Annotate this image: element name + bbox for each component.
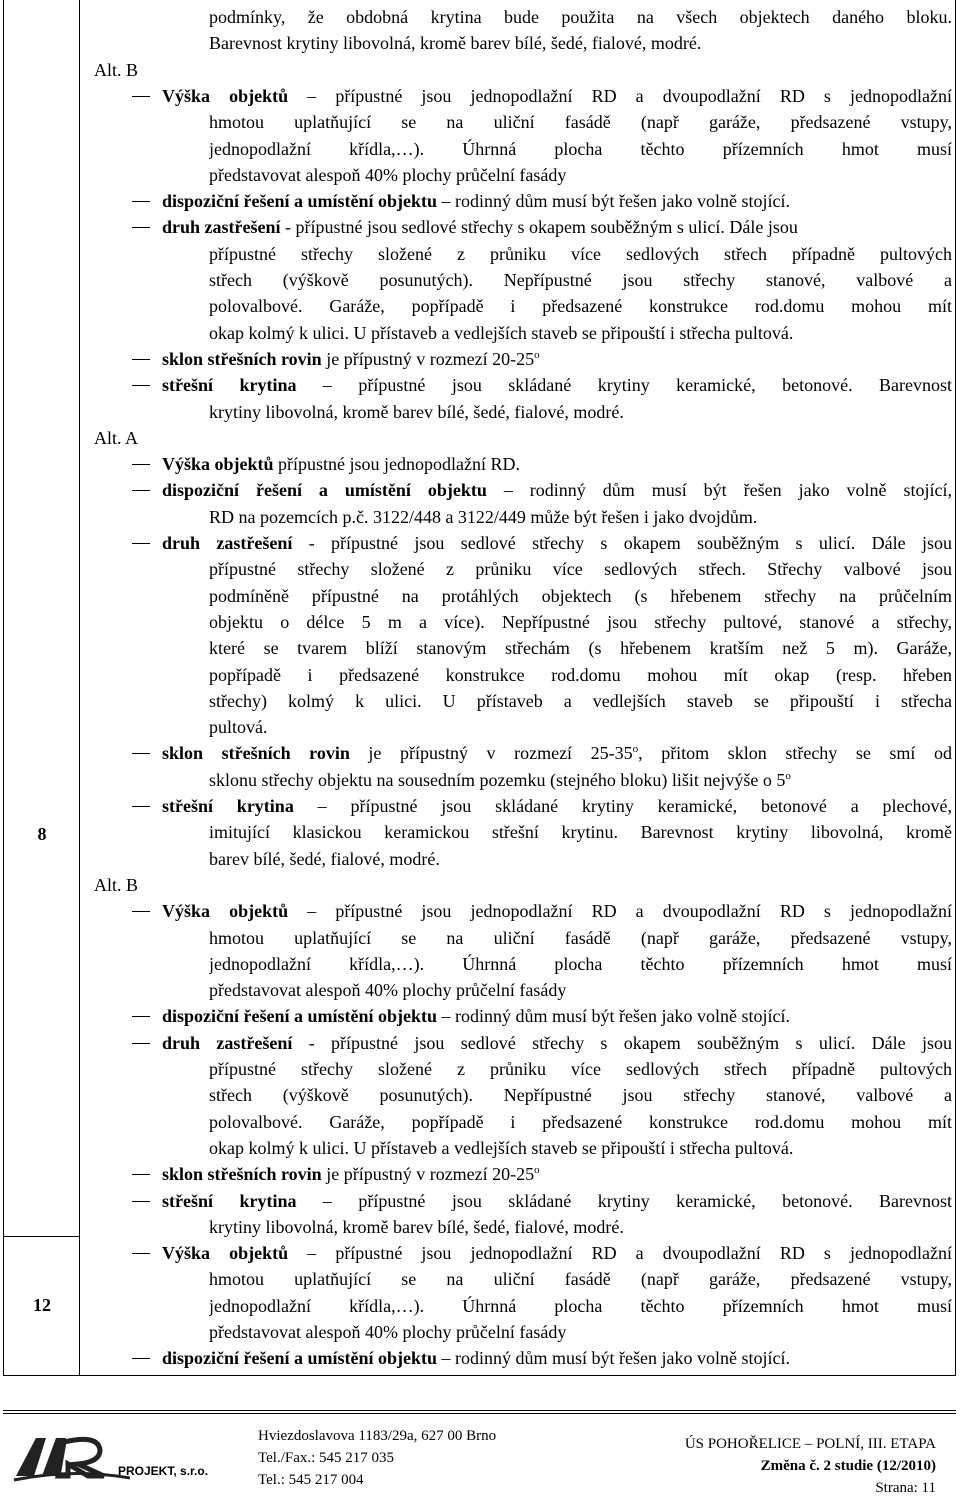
text-line xyxy=(209,1319,566,1345)
text-line xyxy=(162,83,952,109)
text-line xyxy=(162,451,520,477)
line-text: objektu o délce 5 m a více). Nepřípustné jsou střechy pultové, stanové a střechy, xyxy=(209,611,952,632)
line-text: – přípustné jsou jednopodlažní RD a dvoupodlažní RD s jednopodlažní xyxy=(288,1243,952,1264)
text-line xyxy=(209,767,791,793)
text-line xyxy=(209,714,268,740)
telfax-line: Tel./Fax.: 545 217 035 xyxy=(258,1450,395,1466)
bullet-dash-icon xyxy=(132,1253,150,1254)
line-text: – rodinný dům musí být řešen jako volně stojící. xyxy=(437,1006,790,1027)
regulation-term: druh zastřešení xyxy=(162,217,281,238)
regulation-term: Výška objektů xyxy=(162,1243,289,1264)
company-logo xyxy=(12,1430,212,1490)
regulation-term: dispoziční řešení a umístění objektu xyxy=(162,191,438,212)
line-text: je přípustný v rozmezí 20-25 xyxy=(321,1164,535,1185)
bullet-dash-icon xyxy=(132,1016,150,1017)
regulation-term: sklon střešních rovin xyxy=(162,1164,322,1185)
regulation-term: dispoziční řešení a umístění objektu xyxy=(162,480,487,501)
line-text: přípustné střechy složené z průniku více sedlových střech případně pultových xyxy=(209,243,952,264)
line-text: jednopodlažní křídla,…). Úhrnná plocha těchto přízemních hmot musí xyxy=(209,138,952,159)
line-text: představovat alespoň 40% plochy průčelní fasády xyxy=(209,1322,567,1342)
text-line xyxy=(209,320,793,346)
line-text: , přitom sklon střechy se smí od xyxy=(638,743,952,764)
line-text: krytiny libovolná, kromě barev bílé, šedé, fialové, modré. xyxy=(209,401,624,422)
line-text: přípustné střechy složené z průniku více sedlových střech. Střechy valbové jsou xyxy=(209,559,952,580)
line-text: Barevnost krytiny libovolná, kromě barev bílé, šedé, fialové, modré. xyxy=(209,33,702,54)
regulation-term: střešní krytina xyxy=(162,1190,297,1211)
regulation-term: sklon střešních rovin xyxy=(162,743,350,764)
regulation-term: Výška objektů xyxy=(162,901,289,922)
line-text: popřípadě i předsazené konstrukce rod.domu mohou mít okap (resp. hřeben xyxy=(209,664,952,685)
text-line xyxy=(162,1030,952,1056)
ar-logo-icon xyxy=(12,1430,212,1490)
line-text: je přípustný v rozmezí 25-35 xyxy=(349,743,633,764)
line-text: RD na pozemcích p.č. 3122/448 a 3122/449 může být řešen i jako dvojdům. xyxy=(209,506,758,527)
line-text: – přípustné jsou skládané krytiny keramické, betonové. Barevnost xyxy=(296,1190,952,1211)
regulation-term: střešní krytina xyxy=(162,375,297,396)
line-text: sklonu střechy objektu na sousedním pozemku (stejného bloku) lišit nejvýše o 5 xyxy=(209,769,786,790)
text-line xyxy=(209,688,952,714)
regulation-term: druh zastřešení xyxy=(162,533,293,553)
line-text: střech (výškově posunutých). Nepřípustné jsou střechy stanové, valbové a xyxy=(209,1085,952,1106)
line-text: Alt. B xyxy=(94,59,139,80)
line-text: - přípustné jsou sedlové střechy s okapem souběžným s ulicí. Dále jsou xyxy=(292,1032,952,1053)
bullet-dash-icon xyxy=(132,96,150,97)
line-text: okap kolmý k ulici. U přístaveb a vedlejších staveb se připouští i střecha pultová. xyxy=(209,1137,794,1158)
project-name: ÚS POHOŘELICE – POLNÍ, III. ETAPA xyxy=(684,1436,936,1452)
row-number-column xyxy=(4,0,80,1375)
text-line xyxy=(162,740,952,766)
text-line xyxy=(209,846,440,872)
bullet-dash-icon xyxy=(132,543,150,544)
text-line xyxy=(162,793,952,819)
line-text: představovat alespoň 40% plochy průčelní fasády xyxy=(209,164,567,185)
alternative-heading xyxy=(94,872,138,898)
text-line xyxy=(209,293,952,319)
regulation-term: druh zastřešení xyxy=(162,1032,293,1053)
text-line xyxy=(162,1003,790,1029)
text-line xyxy=(162,898,952,924)
text-line xyxy=(209,4,952,30)
regulation-term: Výška objektů xyxy=(162,85,289,106)
line-text: které se tvarem blíží stanovým střechám (s hřebenem kratším než 5 m). Garáže, xyxy=(209,638,952,659)
text-line xyxy=(209,1056,952,1082)
line-text: barev bílé, šedé, fialové, modré. xyxy=(209,848,440,869)
alternative-heading xyxy=(94,57,138,83)
logo-text: PROJEKT, s.r.o. xyxy=(118,1464,209,1478)
text-line xyxy=(162,214,798,240)
bullet-dash-icon xyxy=(132,911,150,912)
line-text: – rodinný dům musí být řešen jako volně stojící, xyxy=(486,480,952,501)
text-line xyxy=(209,1214,624,1240)
text-line xyxy=(209,977,566,1003)
footer-divider xyxy=(3,1410,956,1411)
tel-line: Tel.: 545 217 004 xyxy=(258,1472,364,1488)
text-line xyxy=(209,556,952,582)
regulation-table xyxy=(3,0,956,1376)
line-text: představovat alespoň 40% plochy průčelní fasády xyxy=(209,980,567,1001)
line-text: o xyxy=(534,348,540,361)
line-text: hmotou uplatňující se na uliční fasádě (např garáže, předsazené vstupy, xyxy=(209,112,952,133)
regulation-term: střešní krytina xyxy=(162,796,294,816)
text-line xyxy=(209,109,952,135)
bullet-dash-icon xyxy=(132,490,150,491)
text-line xyxy=(209,1109,952,1135)
line-text: jednopodlažní křídla,…). Úhrnná plocha těchto přízemních hmot musí xyxy=(209,1295,952,1316)
bullet-dash-icon xyxy=(132,385,150,386)
row-number: 12 xyxy=(33,1295,51,1315)
bullet-dash-icon xyxy=(132,806,150,807)
text-line xyxy=(209,951,952,977)
line-text: jednopodlažní křídla,…). Úhrnná plocha těchto přízemních hmot musí xyxy=(209,953,952,974)
line-text: Alt. A xyxy=(94,427,139,448)
text-line xyxy=(209,1266,952,1292)
line-text: – přípustné jsou jednopodlažní RD a dvoupodlažní RD s jednopodlažní xyxy=(288,901,952,922)
regulation-term: dispoziční řešení a umístění objektu xyxy=(162,1006,438,1027)
text-line xyxy=(162,530,952,556)
line-text: krytiny libovolná, kromě barev bílé, šedé, fialové, modré. xyxy=(209,1216,624,1237)
line-text: – rodinný dům musí být řešen jako volně stojící. xyxy=(437,191,790,212)
text-line xyxy=(209,583,952,609)
text-line xyxy=(162,1240,952,1266)
line-text: - přípustné jsou sedlové střechy s okapem souběžným s ulicí. Dále jsou xyxy=(280,217,798,238)
company-address xyxy=(258,1425,496,1491)
line-text: podmínky, že obdobná krytina bude použita na všech objektech daného bloku. xyxy=(209,7,952,27)
bullet-dash-icon xyxy=(132,1358,150,1359)
bullet-dash-icon xyxy=(132,1043,150,1044)
line-text: střechy) kolmý k ulici. U přístaveb a vedlejších staveb se připouští i střecha xyxy=(209,690,952,711)
text-line xyxy=(209,609,952,635)
line-text: polovalbové. Garáže, popřípadě i předsazené konstrukce rod.domu mohou mít xyxy=(209,296,952,317)
bullet-dash-icon xyxy=(132,1201,150,1202)
project-info xyxy=(685,1433,936,1499)
line-text: imitující klasickou keramickou střešní krytinu. Barevnost krytiny libovolná, kromě xyxy=(209,822,952,843)
regulation-term: Výška objektů xyxy=(162,454,274,475)
line-text: – přípustné jsou jednopodlažní RD a dvoupodlažní RD s jednopodlažní xyxy=(288,85,952,106)
text-line xyxy=(209,241,952,267)
page-number: Strana: 11 xyxy=(875,1480,936,1496)
line-text: hmotou uplatňující se na uliční fasádě (např garáže, předsazené vstupy, xyxy=(209,1269,952,1290)
line-text: o xyxy=(632,743,639,756)
text-line xyxy=(209,925,952,951)
line-text: okap kolmý k ulici. U přístaveb a vedlejších staveb se připouští i střecha pultová. xyxy=(209,322,794,343)
row-divider xyxy=(4,1236,80,1237)
line-text: přípustné střechy složené z průniku více sedlových střech případně pultových xyxy=(209,1059,952,1079)
line-text: - přípustné jsou sedlové střechy s okapem souběžným s ulicí. Dále jsou xyxy=(292,533,952,553)
text-line xyxy=(209,399,624,425)
bullet-dash-icon xyxy=(132,753,150,754)
text-line xyxy=(162,188,790,214)
line-text: o xyxy=(534,1164,540,1177)
text-line xyxy=(162,372,952,398)
line-text: hmotou uplatňující se na uliční fasádě (např garáže, předsazené vstupy, xyxy=(209,927,952,948)
bullet-dash-icon xyxy=(132,201,150,202)
line-text: o xyxy=(785,769,791,782)
line-text: je přípustný v rozmezí 20-25 xyxy=(321,348,535,369)
text-line xyxy=(209,635,952,661)
bullet-dash-icon xyxy=(132,359,150,360)
address-line: Hviezdoslavova 1183/29a, 627 00 Brno xyxy=(258,1428,497,1444)
line-text: – přípustné jsou skládané krytiny keramické, betonové a plechové, xyxy=(293,796,952,816)
bullet-dash-icon xyxy=(132,464,150,465)
text-line xyxy=(209,1293,952,1319)
footer-divider xyxy=(3,1413,956,1414)
bullet-dash-icon xyxy=(132,1174,150,1175)
text-line xyxy=(162,346,540,372)
row-number: 8 xyxy=(37,824,47,844)
bullet-dash-icon xyxy=(132,227,150,228)
text-line xyxy=(209,662,952,688)
text-line xyxy=(209,819,952,845)
line-text: podmíněně přípustné na protáhlých objektech (s hřebenem střechy na průčelním xyxy=(209,585,952,606)
line-text: pultová. xyxy=(209,717,268,738)
text-line xyxy=(209,504,757,530)
line-text: přípustné jsou jednopodlažní RD. xyxy=(273,454,521,475)
change-label: Změna č. 2 studie (12/2010) xyxy=(760,1458,936,1474)
text-line xyxy=(162,1188,952,1214)
text-line xyxy=(209,136,952,162)
text-line xyxy=(209,162,566,188)
text-line xyxy=(162,477,952,503)
regulation-term: dispoziční řešení a umístění objektu xyxy=(162,1348,438,1369)
line-text: – rodinný dům musí být řešen jako volně stojící. xyxy=(437,1348,790,1369)
text-line xyxy=(209,30,701,56)
line-text: Alt. B xyxy=(94,874,139,895)
text-line xyxy=(162,1161,540,1187)
alternative-heading xyxy=(94,425,138,451)
text-line xyxy=(209,1135,793,1161)
text-line xyxy=(209,1082,952,1108)
text-line xyxy=(209,267,952,293)
text-line xyxy=(162,1345,790,1371)
line-text: střech (výškově posunutých). Nepřípustné jsou střechy stanové, valbové a xyxy=(209,270,952,290)
line-text: – přípustné jsou skládané krytiny keramické, betonové. Barevnost xyxy=(296,375,952,396)
regulation-term: sklon střešních rovin xyxy=(162,348,322,369)
line-text: polovalbové. Garáže, popřípadě i předsazené konstrukce rod.domu mohou mít xyxy=(209,1111,952,1132)
